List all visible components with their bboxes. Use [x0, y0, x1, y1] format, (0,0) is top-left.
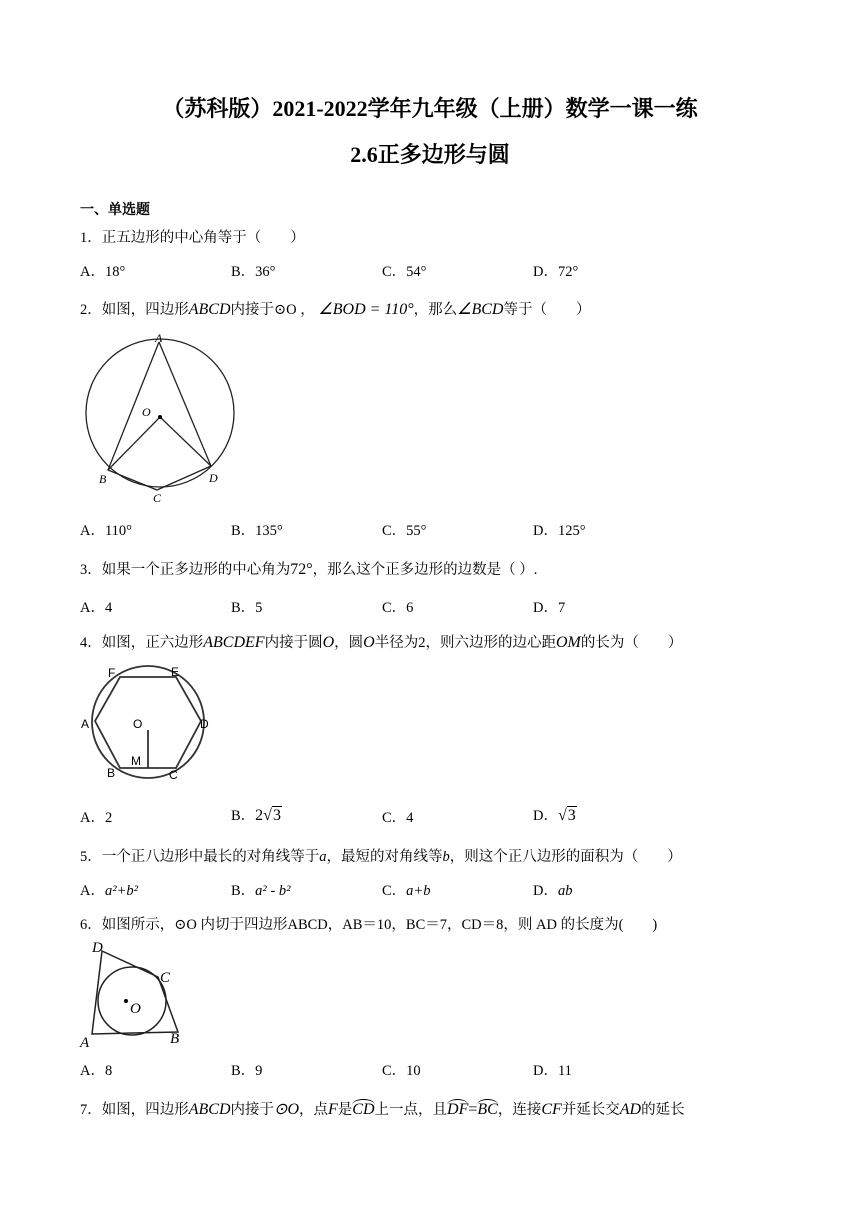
- arc-df: DF: [447, 1101, 469, 1118]
- q4-label-f: F: [108, 666, 116, 680]
- q1-option-a: A．18°: [80, 264, 126, 280]
- q5-option-a: A．a²+b²: [80, 883, 138, 899]
- q6-label-b: B: [170, 1031, 180, 1047]
- question-5-stem: 5．一个正八边形中最长的对角线等于a，最短的对角线等b，则这个正八边形的面积为（ ）: [80, 849, 682, 865]
- q6-option-d: D．11: [533, 1063, 572, 1079]
- q4-option-a: A．2: [80, 810, 113, 826]
- q2-label-b: B: [99, 472, 107, 486]
- q4-figure-hexagon: [78, 662, 218, 787]
- q6-option-c: C．10: [382, 1063, 421, 1079]
- q1-option-b: B．36°: [231, 264, 276, 280]
- q3-option-c: C．6: [382, 600, 414, 616]
- q4-option-c: C．4: [382, 810, 414, 826]
- arc-cd: CD: [352, 1101, 375, 1118]
- q5-option-b: B．a² - b²: [231, 883, 291, 899]
- q4-label-e: E: [171, 665, 180, 679]
- q4-label-o: O: [133, 717, 143, 731]
- q1-option-d: D．72°: [533, 264, 579, 280]
- q2-label-c: C: [153, 491, 162, 505]
- q2-figure-circle-quadrilateral: [80, 330, 250, 505]
- q3-option-d: D．7: [533, 600, 566, 616]
- q6-label-c: C: [160, 970, 171, 986]
- q6-option-b: B．9: [231, 1063, 263, 1079]
- q2-label-o: O: [142, 405, 151, 419]
- q4-label-b: B: [107, 766, 116, 780]
- q3-option-b: B．5: [231, 600, 263, 616]
- q2-label-a: A: [155, 331, 163, 345]
- q4-label-a: A: [81, 717, 90, 731]
- q2-option-b: B．135°: [231, 523, 283, 539]
- q4-label-c: C: [169, 768, 178, 782]
- q6-label-a: A: [80, 1035, 90, 1050]
- question-4-stem: 4．如图，正六边形ABCDEF内接于圆O，圆O半径为2，则六边形的边心距OM的长为（ ）: [80, 634, 683, 651]
- q6-label-o: O: [130, 1001, 141, 1017]
- q6-option-a: A．8: [80, 1063, 113, 1079]
- page-title: （苏科版）2021-2022学年九年级（上册）数学一课一练: [162, 96, 698, 121]
- q5-option-c: C．a+b: [382, 883, 431, 899]
- question-1-stem: 1．正五边形的中心角等于（ ）: [80, 230, 305, 246]
- q4-option-d: D．√3: [533, 807, 576, 824]
- q5-option-d: D．ab: [533, 883, 573, 899]
- q4-label-d: D: [200, 717, 209, 731]
- question-2-stem: 2．如图，四边形ABCD内接于⊙O ， ∠BOD = 110°，那么∠BCD等于（ ）: [80, 301, 591, 318]
- arc-bc: BC: [477, 1101, 498, 1118]
- section-heading: 一、单选题: [80, 202, 150, 218]
- question-3-stem: 3．如果一个正多边形的中心角为72°，那么这个正多边形的边数是（ ）.: [80, 561, 538, 578]
- q4-option-b: B．2√3: [231, 807, 281, 824]
- page-subtitle: 2.6正多边形与圆: [350, 142, 510, 167]
- question-7-stem: 7．如图，四边形ABCD内接于⊙O，点F是CD上一点，且DF=BC，连接CF并延长交AD的延长: [80, 1101, 685, 1118]
- q6-label-d: D: [92, 940, 103, 956]
- q2-label-d: D: [209, 471, 218, 485]
- q1-option-c: C．54°: [382, 264, 427, 280]
- q4-label-m: M: [131, 754, 141, 768]
- q2-option-a: A．110°: [80, 523, 132, 539]
- question-6-stem: 6．如图所示，⊙O 内切于四边形ABCD，AB＝10，BC＝7，CD＝8，则 AD 的长度为( ): [80, 917, 658, 933]
- q2-option-c: C．55°: [382, 523, 427, 539]
- q6-figure-incircle-quadrilateral: [78, 935, 188, 1050]
- q2-option-d: D．125°: [533, 523, 586, 539]
- q3-option-a: A．4: [80, 600, 113, 616]
